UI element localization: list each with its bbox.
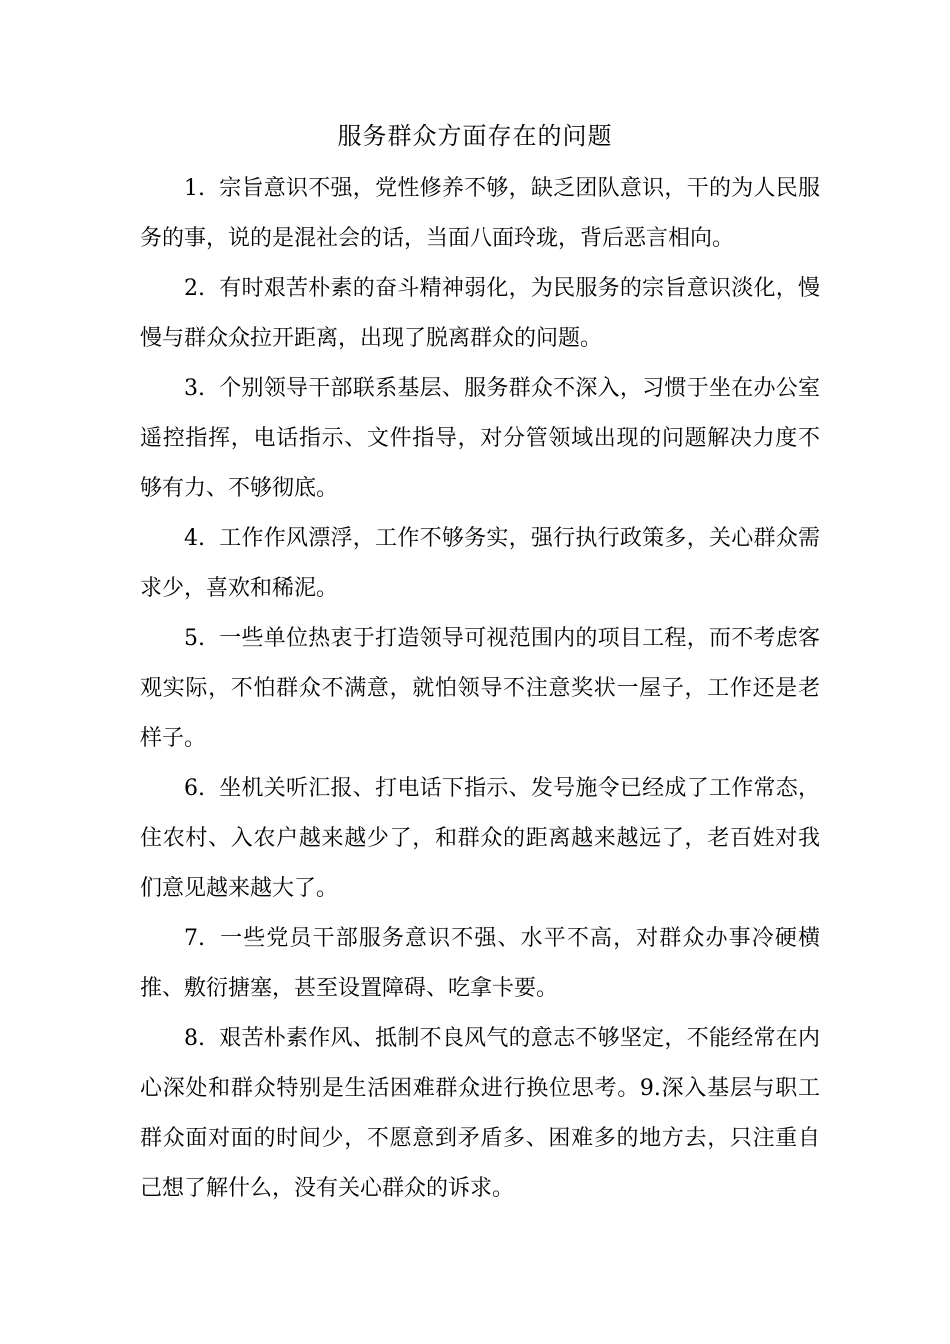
paragraph-text: 一些单位热衷于打造领导可视范围内的项目工程，而不考虑客观实际，不怕群众不满意，就怕领导不注意奖状一屋子，工作还是老样子。 bbox=[140, 626, 820, 751]
paragraph-text: 坐机关听汇报、打电话下指示、发号施令已经成了工作常态，住农村、入农户越来越少了，和群众的距离越来越远了，老百姓对我们意见越来越大了。 bbox=[140, 776, 820, 901]
paragraph-number: 6. bbox=[184, 776, 205, 801]
paragraph-5 bbox=[140, 614, 820, 764]
paragraph-number: 7. bbox=[184, 926, 205, 951]
paragraph-2 bbox=[140, 264, 820, 364]
paragraph-text: 有时艰苦朴素的奋斗精神弱化，为民服务的宗旨意识淡化，慢慢与群众众拉开距离，出现了脱离群众的问题。 bbox=[140, 276, 820, 351]
paragraph-text: 宗旨意识不强，党性修养不够，缺乏团队意识，干的为人民服务的事，说的是混社会的话，当面八面玲珑，背后恶言相向。 bbox=[140, 176, 820, 251]
paragraph-6 bbox=[140, 764, 820, 914]
paragraph-3 bbox=[140, 364, 820, 514]
paragraph-4 bbox=[140, 514, 820, 614]
paragraph-number: 3. bbox=[184, 376, 205, 401]
document-body bbox=[140, 164, 820, 1214]
paragraph-number: 5. bbox=[184, 626, 205, 651]
paragraph-number: 4. bbox=[184, 526, 205, 551]
paragraph-number: 2. bbox=[184, 276, 205, 301]
paragraph-1 bbox=[140, 164, 820, 264]
paragraph-8 bbox=[140, 1014, 820, 1214]
paragraph-number: 1. bbox=[184, 176, 205, 201]
paragraph-text: 个别领导干部联系基层、服务群众不深入，习惯于坐在办公室遥控指挥，电话指示、文件指导，对分管领域出现的问题解决力度不够有力、不够彻底。 bbox=[140, 376, 820, 501]
paragraph-7 bbox=[140, 914, 820, 1014]
document-title: 服务群众方面存在的问题 bbox=[337, 122, 613, 150]
paragraph-number: 8. bbox=[184, 1026, 205, 1051]
paragraph-text: 工作作风漂浮，工作不够务实，强行执行政策多，关心群众需求少，喜欢和稀泥。 bbox=[140, 526, 820, 601]
paragraph-text: 一些党员干部服务意识不强、水平不高，对群众办事冷硬横推、敷衍搪塞，甚至设置障碍、吃拿卡要。 bbox=[140, 926, 820, 1001]
paragraph-text: 艰苦朴素作风、抵制不良风气的意志不够坚定，不能经常在内心深处和群众特别是生活困难群众进行换位思考。9.深入基层与职工群众面对面的时间少，不愿意到矛盾多、困难多的地方去，只注重自己想了解什么，没有关心群众的诉求。 bbox=[140, 1026, 820, 1201]
